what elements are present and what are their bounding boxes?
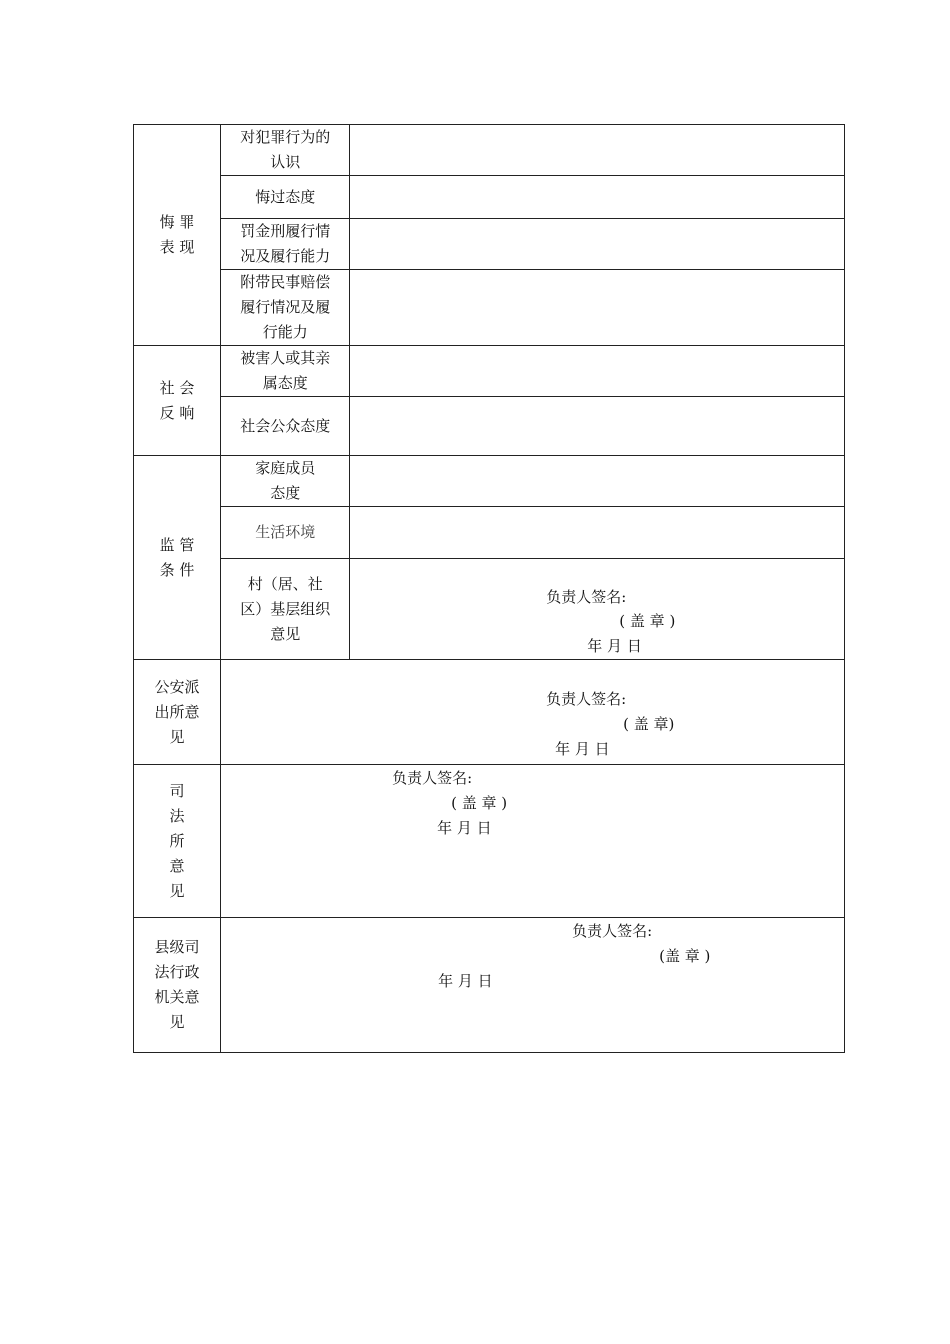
fine-performance-label: 罚金刑履行情 况及履行能力 <box>221 219 350 270</box>
civil-compensation-label: 附带民事赔偿 履行情况及履 行能力 <box>221 270 350 346</box>
date-label: 年 月 日 <box>438 972 493 990</box>
county-bureau-label: 县级司 法行政 机关意 见 <box>134 918 221 1053</box>
signer-label: 负责人签名: <box>572 922 653 940</box>
victim-attitude-label: 被害人或其亲 属态度 <box>221 346 350 397</box>
police-opinion-label: 公安派 出所意 见 <box>134 660 221 765</box>
signer-label: 负责人签名: <box>546 690 627 708</box>
social-row-1 <box>134 346 845 397</box>
remorse-row-4 <box>134 270 845 346</box>
remorse-section-label: 悔 罪 表 现 <box>134 125 221 346</box>
police-opinion-field[interactable] <box>221 660 845 765</box>
social-section-label: 社 会 反 响 <box>134 346 221 456</box>
repentance-attitude-field[interactable] <box>350 176 845 219</box>
public-attitude-label: 社会公众态度 <box>221 397 350 456</box>
judicial-office-field[interactable] <box>221 765 845 918</box>
crime-awareness-field[interactable] <box>350 125 845 176</box>
county-bureau-field[interactable] <box>221 918 845 1053</box>
repentance-attitude-label: 悔过态度 <box>221 176 350 219</box>
social-row-2 <box>134 397 845 456</box>
living-environment-label: 生活环境 <box>221 507 350 559</box>
county-bureau-row <box>134 918 845 1053</box>
civil-compensation-field[interactable] <box>350 270 845 346</box>
police-row <box>134 660 845 765</box>
signer-label: 负责人签名: <box>392 769 473 787</box>
seal-label: ( 盖 章 ) <box>619 612 676 630</box>
judicial-office-row <box>134 765 845 918</box>
supervision-row-3 <box>134 559 845 660</box>
supervision-row-1 <box>134 456 845 507</box>
signer-label: 负责人签名: <box>546 588 627 606</box>
supervision-section-label: 监 管 条 件 <box>134 456 221 660</box>
supervision-row-2 <box>134 507 845 559</box>
remorse-row-2 <box>134 176 845 219</box>
remorse-row-1 <box>134 125 845 176</box>
judicial-signature-block <box>221 765 844 917</box>
community-opinion-field[interactable] <box>350 559 845 660</box>
fine-performance-field[interactable] <box>350 219 845 270</box>
family-attitude-label: 家庭成员 态度 <box>221 456 350 507</box>
family-attitude-field[interactable] <box>350 456 845 507</box>
date-label: 年 月 日 <box>587 637 642 655</box>
date-label: 年 月 日 <box>437 819 492 837</box>
community-opinion-label: 村（居、社 区）基层组织 意见 <box>221 559 350 660</box>
community-signature-block <box>350 559 844 659</box>
police-signature-block <box>221 660 844 764</box>
crime-awareness-label: 对犯罪行为的 认识 <box>221 125 350 176</box>
living-environment-field[interactable] <box>350 507 845 559</box>
date-label: 年 月 日 <box>555 740 610 758</box>
assessment-form-table <box>133 124 845 1053</box>
county-signature-block <box>221 918 844 1052</box>
seal-label: ( 盖 章) <box>623 715 675 733</box>
seal-label: (盖 章 ) <box>659 947 711 965</box>
victim-attitude-field[interactable] <box>350 346 845 397</box>
remorse-row-3 <box>134 219 845 270</box>
seal-label: ( 盖 章 ) <box>451 794 508 812</box>
judicial-office-label: 司 法 所 意 见 <box>134 765 221 918</box>
public-attitude-field[interactable] <box>350 397 845 456</box>
